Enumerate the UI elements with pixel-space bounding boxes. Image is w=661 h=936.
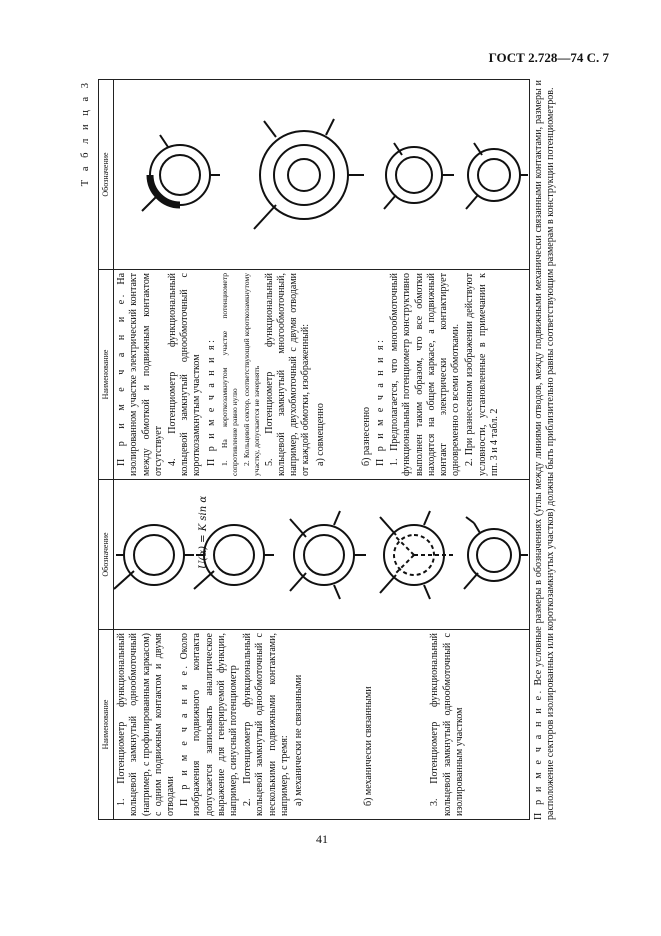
item-2b-text: б) механически связанными	[363, 686, 375, 806]
item-4-note-2: 2. Кольцевой сектор, соответствующий короткозамкнутому участку, допускается не зачернять	[241, 273, 261, 476]
right-symbols-cell	[114, 80, 530, 270]
item-5-notes-label: П р и м е ч а н и я:	[375, 337, 387, 466]
rotated-table-page	[80, 80, 620, 820]
item-5-note-1: 1. Предполагается, что многообмоточный функциональный потенциометр конструктивно выполнен таким образом, что все обмотки находятся на общем каркасе, а подвижный контакт электрически контактирует одновременно со всеми обмотками.	[389, 273, 462, 476]
item-3-note	[116, 273, 165, 476]
symbol-3	[464, 517, 528, 589]
item-5a-text: а) совмещенно	[314, 403, 326, 466]
item-4-text: 4. Потенциометр функциональный кольцевой замкнутый однообмоточный с короткозамкнутым участком	[167, 273, 203, 476]
col-header-name-2: Наименование	[99, 270, 114, 480]
page-number: 41	[316, 832, 328, 846]
symbol-4	[142, 135, 220, 211]
note1-text: На изолированном участке электрический контакт между обмоткой и подвижным контактом отсутствует	[116, 272, 164, 476]
col-header-symbol-1: Обозначение	[99, 480, 114, 630]
col-header-symbol-2: Обозначение	[99, 80, 114, 270]
note-label: П р и м е ч а н и е.	[179, 663, 191, 806]
symbol-5a	[254, 119, 364, 229]
item-1-note	[179, 633, 240, 816]
right-symbols-drawing	[114, 81, 528, 269]
item-4-notes-label: П р и м е ч а н и я:	[205, 337, 217, 466]
item-2-text: 2. Потенциометр функциональный кольцевой замкнутый однообмоточный с несколькими подвижными контактами, например, с тремя:	[242, 633, 290, 816]
page-header: ГОСТ 2.728—74 С. 7	[488, 50, 609, 65]
left-symbols-drawing	[114, 481, 528, 629]
footnote-label: П р и м е ч а н и е.	[533, 688, 544, 820]
item-1-text: 1. Потенциометр функциональный кольцевой замкнутый однообмоточный (например, с профилированным каркасом) с одним подвижным контактом и двумя отводами	[116, 633, 177, 816]
symbols-table	[98, 79, 530, 820]
left-names-cell	[114, 630, 530, 820]
symbol-2a	[290, 511, 366, 599]
item-4-note-1: 1. На короткозамкнутом участке потенциометр сопротивление равно нулю	[219, 273, 239, 476]
item-3-text: 3. Потенциометр функциональный кольцевой замкнутый однообмоточный с изолированным участком	[429, 633, 465, 816]
footnote-text: Все условные размеры в обозначениях (углы между линиями отводов, между подвижными механически связанными контактами, размеры и расположение секторов изолированных или короткозамкнутых участков) должны быть приблизительно равны соответствующим размерам в конструкции потенциометров.	[533, 80, 557, 820]
col-header-name-1: Наименование	[99, 630, 114, 820]
symbol-5b-second	[466, 143, 528, 209]
table-caption: Т а б л и ц а 3	[80, 80, 91, 187]
right-names-cell	[114, 270, 530, 480]
item-5-note-2: 2. При разнесенном изображении действуют условности, установленные в примечании к пп. 3 и 4 табл. 2	[464, 273, 500, 476]
symbol-5b	[384, 143, 454, 209]
item-2a-text: а) механически не связанными	[293, 674, 305, 806]
left-symbols-cell	[114, 480, 530, 630]
sin-formula: U(α) = K sin α	[198, 495, 210, 569]
item-5b-text: б) разнесенно	[360, 406, 372, 466]
note1-label: П р и м е ч а н и е.	[116, 292, 128, 466]
symbol-2b	[380, 511, 454, 599]
note-text: Около изображения подвижного контакта допускается записывать аналитическое выражение для генерируемой функции, например, синусный потенциометр	[179, 632, 240, 816]
symbol-1	[114, 525, 194, 589]
table-footnote	[533, 80, 558, 820]
item-5-text: 5. Потенциометр функциональный кольцевой замкнутый многообмоточный, например, двухобмоточный с двумя отводами от каждой обмотки, изображенный:	[263, 273, 312, 476]
